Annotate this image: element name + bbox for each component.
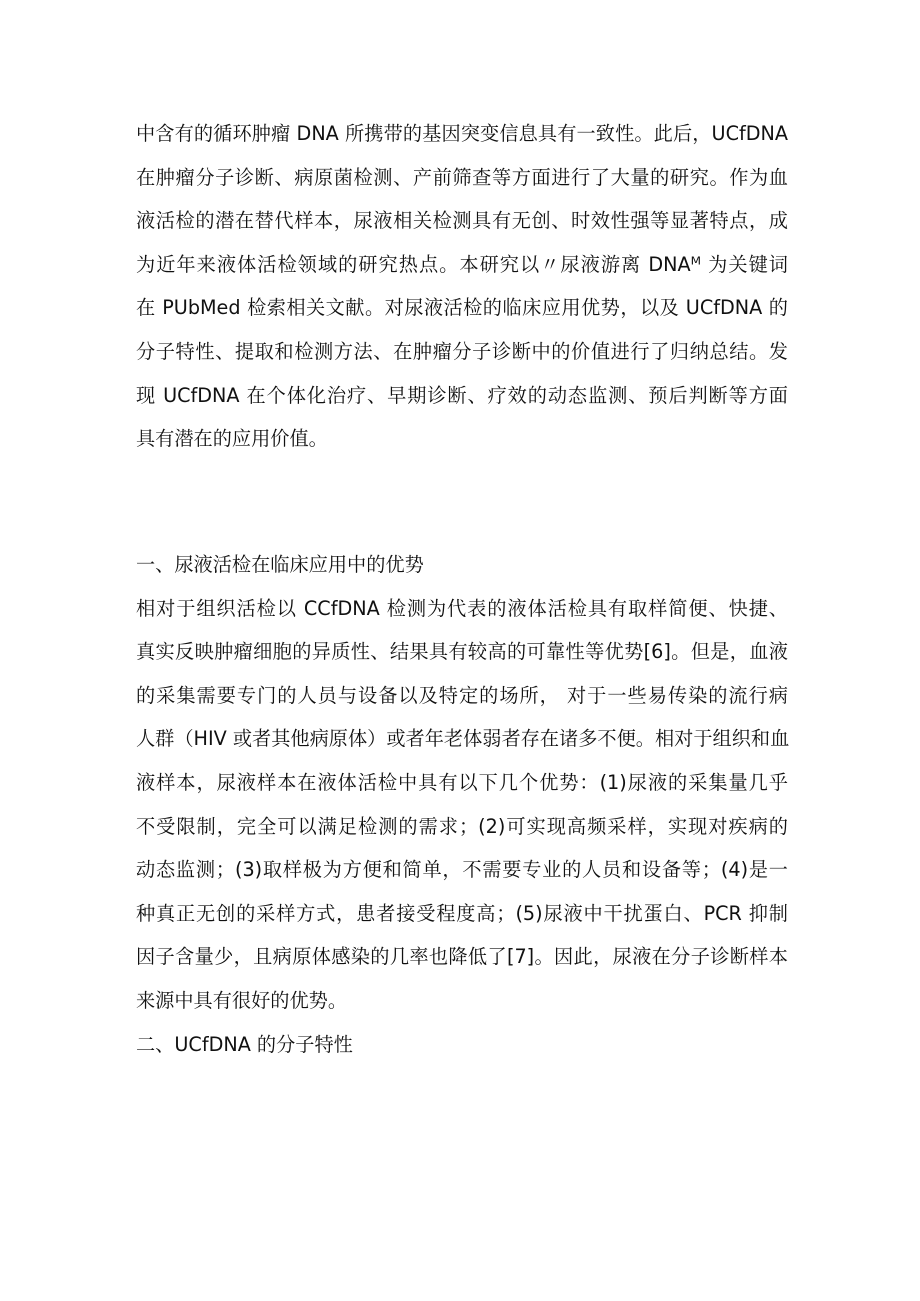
paragraph-line: 来源中具有很好的优势。: [136, 988, 348, 1012]
paragraph-line: 现 UCfDNA 在个体化治疗、早期诊断、疗效的动态监测、预后判断等方面: [136, 383, 788, 407]
paragraph-line: 不受限制，完全可以满足检测的需求；(2)可实现高频采样，实现对疾病的: [136, 814, 788, 838]
paragraph-line: 在肿瘤分子诊断、病原菌检测、产前筛查等方面进行了大量的研究。作为血: [136, 165, 788, 189]
paragraph-line: 动态监测；(3)取样极为方便和简单，不需要专业的人员和设备等；(4)是一: [136, 858, 788, 882]
section-heading: 二、UCfDNA 的分子特性: [136, 1032, 353, 1056]
paragraph-line: 中含有的循环肿瘤 DNA 所携带的基因突变信息具有一致性。此后，UCfDNA: [136, 122, 788, 145]
section-advantages: [136, 543, 788, 1066]
paragraph-line: 相对于组织活检以 CCfDNA 检测为代表的液体活检具有取样简便、快捷、: [136, 596, 788, 620]
paragraph-line: 真实反映肿瘤细胞的异质性、结果具有较高的可靠性等优势[6]。但是，血液: [136, 640, 788, 664]
paragraph-line: 分子特性、提取和检测方法、在肿瘤分子诊断中的价值进行了归纳总结。发: [136, 339, 788, 363]
paragraph-line: 液活检的潜在替代样本，尿液相关检测具有无创、时效性强等显著特点，成: [136, 209, 788, 233]
paragraph-line: 种真正无创的采样方式，患者接受程度高；(5)尿液中干扰蛋白、PCR 抑制: [136, 901, 788, 925]
paragraph-line: 液样本，尿液样本在液体活检中具有以下几个优势：(1)尿液的采集量几乎: [136, 770, 788, 794]
paragraph-line: 为近年来液体活检领域的研究热点。本研究以〃尿液游离 DNAᴹ 为关键词: [136, 252, 788, 276]
paragraph-line: 人群（HIV 或者其他病原体）或者年老体弱者存在诸多不便。相对于组织和血: [136, 727, 790, 751]
paragraph-line: 在 PUbMed 检索相关文献。对尿液活检的临床应用优势，以及 UCfDNA 的: [136, 296, 788, 320]
paragraph-line: 的采集需要专门的人员与设备以及特定的场所， 对于一些易传染的流行病: [136, 683, 788, 707]
paragraph-line: 具有潜在的应用价值。: [136, 427, 328, 451]
section-heading: 一、尿液活检在临床应用中的优势: [136, 553, 424, 576]
paragraph-intro: [136, 112, 788, 461]
paragraph-line: 因子含量少，且病原体感染的几率也降低了[7]。因此，尿液在分子诊断样本: [136, 945, 788, 969]
